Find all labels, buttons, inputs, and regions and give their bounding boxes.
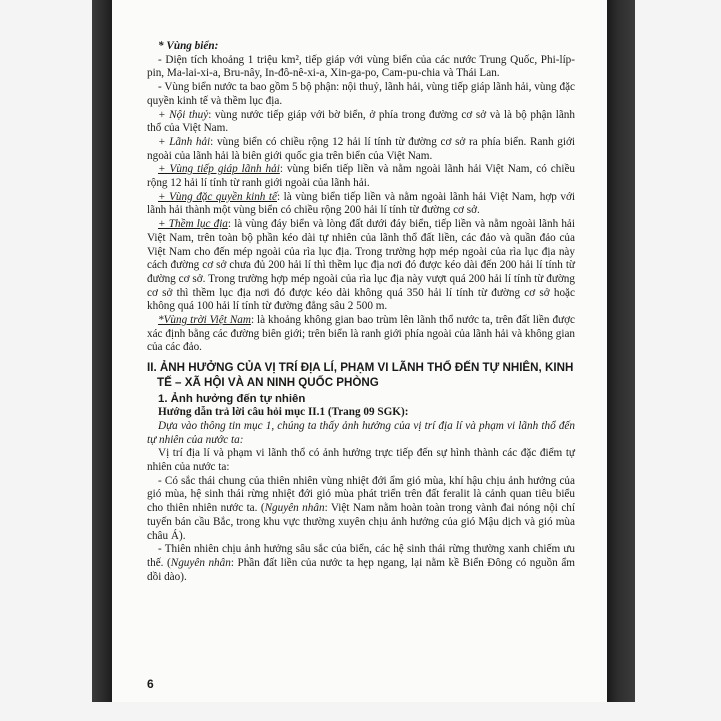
term-dac-quyen: + Vùng đặc quyền kinh tế [158, 190, 277, 203]
book-edge-shadow-right [607, 0, 635, 721]
paragraph-dien-tich: - Diện tích khoảng 1 triệu km², tiếp giáp với vùng biển của các nước Trung Quốc, Phi-líp-pin, Ma-lai-xi-a, Bru-nây, In-đô-nê-xi-a, Xin-ga-po, Cam-pu-chia và Thái Lan. [147, 53, 575, 80]
paragraph-tiep-giap [147, 163, 575, 190]
tail-bullet-1: : Việt Nam nằm hoàn toàn trong vành đai nóng nội chí tuyến bán cầu Bắc, trong khu vực thường xuyên chịu ảnh hưởng của gió Mậu dịch và gió mùa châu Á). [147, 502, 575, 542]
paragraph-lanh-hai [147, 136, 575, 163]
term-tiep-giap: + Vùng tiếp giáp lãnh hải [158, 163, 280, 176]
paragraph-vung-troi [147, 314, 575, 355]
paragraph-bullet-2 [147, 543, 575, 584]
book-page [112, 0, 607, 702]
page-content [147, 40, 575, 584]
text-them-luc-dia: : là vùng đáy biển và lòng đất dưới đáy biển, tiếp liền và nằm ngoài lãnh hải Việt Nam, trên toàn bộ phần kéo dài tự nhiên của lãnh thổ đất liền, các đảo và quần đảo của Việt Nam cho đến mép ngoài của rìa lục địa. Trong trường hợp mép ngoài của rìa lục địa này cách đường cơ sở chưa đủ 200 hải lí thì thềm lục địa nơi đó được kéo dài đến 200 hải lí tính từ đường cơ sở. Trong trường hợp mép ngoài của rìa lục địa này vượt quá 200 hải lí tính từ đường cơ sở thì thềm lục địa nơi đó được kéo dài không quá 350 hải lí tính từ đường cơ sở hoặc không quá 100 hải lí tính từ đường đẳng sâu 2 500 m. [147, 218, 576, 313]
text-noi-thuy: : vùng nước tiếp giáp với bờ biển, ở phía trong đường cơ sở và là bộ phận lãnh thổ của Việt Nam. [147, 108, 575, 135]
tail-bullet-2: : Phần đất liền của nước ta hẹp ngang, lại nằm kề Biển Đông có nguồn ẩm dồi dào). [147, 556, 575, 583]
paragraph-dac-quyen [147, 191, 575, 218]
paragraph-them-luc-dia [147, 218, 575, 314]
paragraph-bo-phan: - Vùng biển nước ta bao gồm 5 bộ phận: nội thuỷ, lãnh hải, vùng tiếp giáp lãnh hải, vùng đặc quyền kinh tế và thềm lục địa. [147, 81, 575, 107]
cause-label-2: Nguyên nhân [170, 556, 231, 569]
text-lanh-hai: : vùng biển có chiều rộng 12 hải lí tính từ đường cơ sở ra phía biển. Ranh giới ngoài của lãnh hải là biên giới quốc gia trên biển của Việt Nam. [147, 135, 575, 162]
paragraph-bullet-1 [147, 475, 575, 544]
subsection-heading-1: 1. Ảnh hưởng đến tự nhiên [158, 393, 306, 406]
section-heading-ii: II. ẢNH HƯỞNG CỦA VỊ TRÍ ĐỊA LÍ, PHẠM VI LÃNH THỔ ĐẾN TỰ NHIÊN, KINH TẾ – XÃ HỘI VÀ AN NINH QUỐC PHÒNG [147, 361, 574, 390]
text-bullet-2: - Thiên nhiên chịu ảnh hưởng sâu sắc của biển, các hệ sinh thái rừng thường xanh chiếm ưu thế. ( [147, 543, 575, 569]
text-dac-quyen: : là vùng biển tiếp liền và nằm ngoài lãnh hải Việt Nam, hợp với lãnh hải thành một vùng biển có chiều rộng 200 hải lí tính từ đường cơ sở. [147, 190, 575, 217]
paragraph-noi-thuy [147, 109, 575, 136]
paragraph-vi-tri: Vị trí địa lí và phạm vi lãnh thổ có ảnh hưởng trực tiếp đến sự hình thành các đặc điểm tự nhiên của nước ta: [147, 447, 575, 473]
book-spine-shadow-left [92, 0, 112, 721]
term-vung-troi: *Vùng trời Việt Nam [158, 314, 251, 327]
guide-heading: Hướng dẫn trả lời câu hỏi mục II.1 (Trang 09 SGK): [158, 406, 409, 419]
text-bullet-1: - Có sắc thái chung của thiên nhiên vùng nhiệt đới ẩm gió mùa, khí hậu chịu ảnh hưởng của gió mùa, hệ sinh thái rừng nhiệt đới gió mùa phát triển trên đất feralit là cảnh quan tiêu biểu cho thiên nhiên nước ta. ( [147, 474, 575, 515]
cause-label-1: Nguyên nhân [264, 502, 325, 515]
paragraph-intro: Dựa vào thông tin mục 1, chúng ta thấy ảnh hưởng của vị trí địa lí và phạm vi lãnh thổ đến tự nhiên của nước ta: [147, 419, 575, 446]
text-tiep-giap: : vùng biển tiếp liền và nằm ngoài lãnh hải Việt Nam, có chiều rộng 12 hải lí tính từ ranh giới ngoài của lãnh hải. [147, 163, 575, 190]
page-number: 6 [147, 677, 154, 691]
heading-vung-bien: * Vùng biển: [158, 40, 219, 52]
term-noi-thuy: + Nội thuỷ [158, 108, 209, 121]
text-vung-troi: : là khoảng không gian bao trùm lên lãnh thổ nước ta, trên đất liền được xác định bằng các đường biên giới; trên biển là ranh giới phía ngoài của lãnh hải và không gian của các đảo. [147, 314, 575, 354]
term-lanh-hai: + Lãnh hải [158, 135, 211, 148]
term-them-luc-dia: + Thềm lục địa [158, 218, 228, 231]
book-bottom-edge [92, 702, 635, 721]
